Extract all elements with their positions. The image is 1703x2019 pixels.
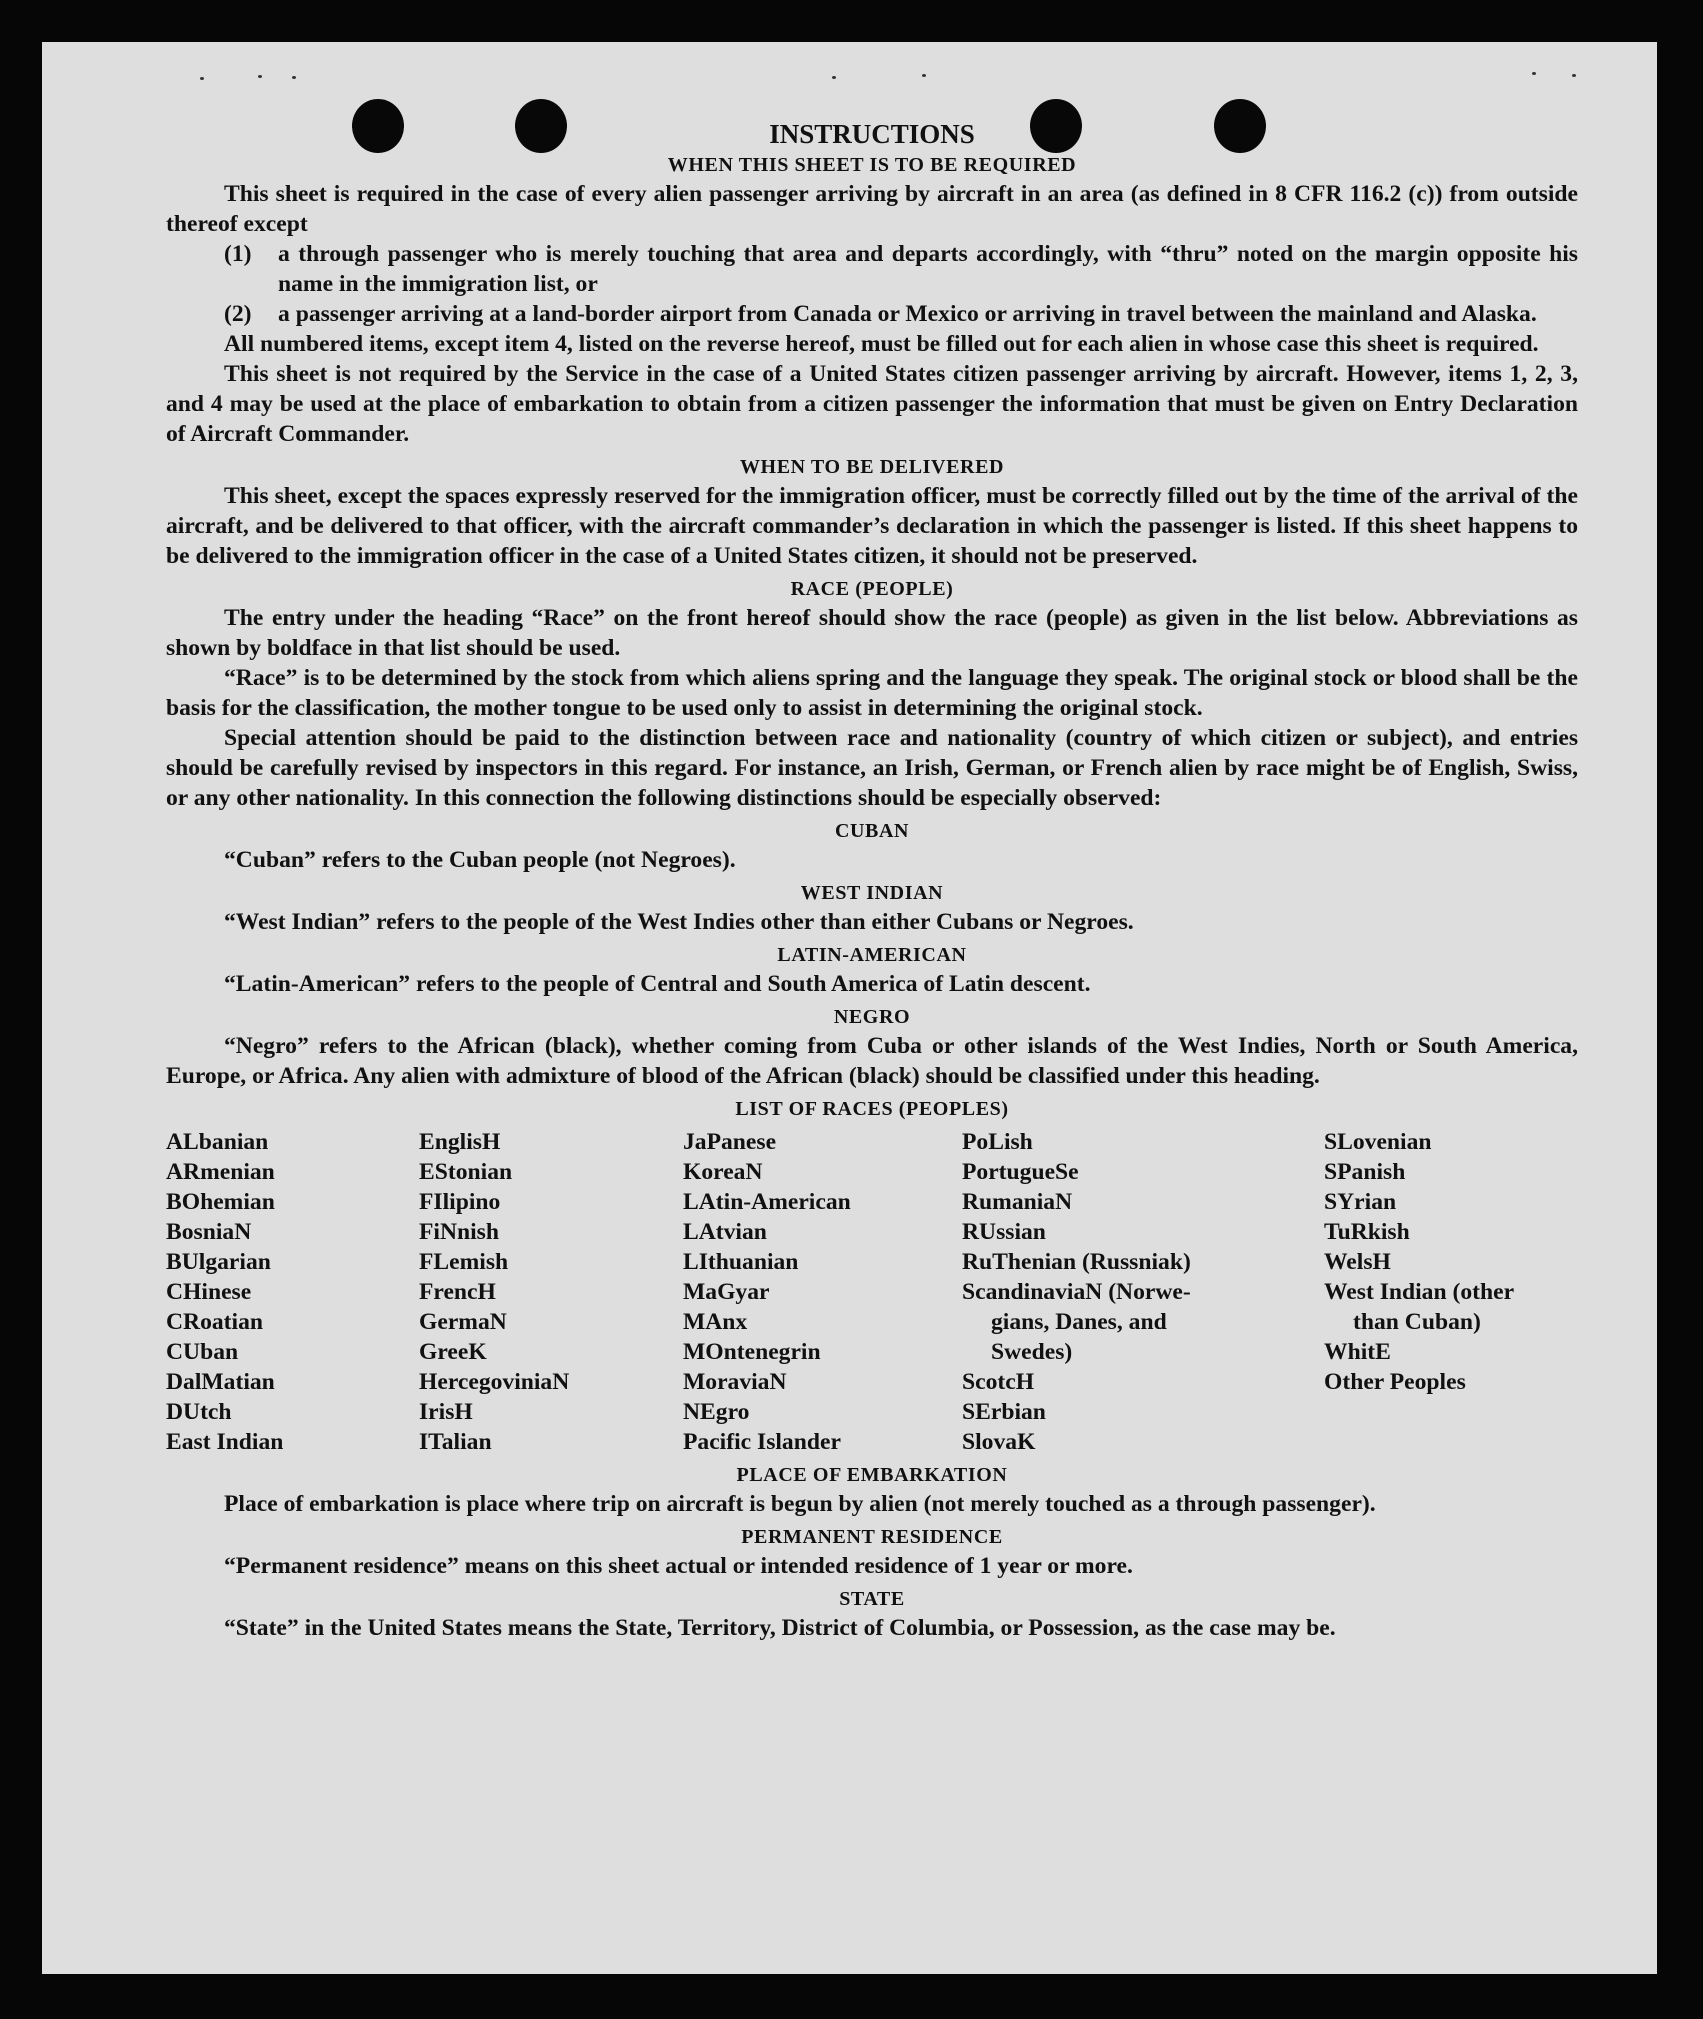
race-column — [1324, 1127, 1578, 1457]
speck — [200, 77, 204, 80]
race-item: FLemish — [419, 1249, 509, 1275]
section-heading: PERMANENT RESIDENCE — [741, 1526, 1003, 1548]
race-item: SYrian — [1324, 1189, 1397, 1215]
race-item: TuRkish — [1324, 1219, 1410, 1245]
race-item: CHinese — [166, 1279, 252, 1305]
paragraph: “Permanent residence” means on this sheet actual or intended residence of 1 year or more. — [224, 1553, 1133, 1579]
paragraph: This sheet, except the spaces expressly reserved for the immigration officer, must be correctly filled out by the time of the arrival of the aircraft, and be delivered to that officer, with the aircraft commander’s declaration in which the passenger is listed. If this sheet happens to be delivered to the immigration officer in the case of a United States citizen, it should not be preserved. — [166, 483, 1578, 569]
section-heading: RACE (PEOPLE) — [790, 578, 954, 600]
race-item: DUtch — [166, 1399, 232, 1425]
race-item: SLovenian — [1324, 1129, 1432, 1155]
paragraph: “Negro” refers to the African (black), whether coming from Cuba or other islands of the West Indies, North or South America, Europe, or Africa. Any alien with admixture of blood of the African (black) should be classified under this heading. — [166, 1033, 1578, 1089]
list-item — [166, 299, 1578, 329]
speck — [1532, 72, 1536, 75]
race-item: MaGyar — [683, 1279, 770, 1305]
paragraph: “West Indian” refers to the people of the West Indies other than either Cubans or Negroes. — [224, 909, 1134, 935]
race-item: MOntenegrin — [683, 1339, 821, 1365]
race-item: ScandinaviaN (Norwe- — [962, 1279, 1191, 1305]
section-heading: CUBAN — [834, 820, 910, 842]
race-item: BosniaN — [166, 1219, 252, 1245]
speck — [292, 76, 296, 79]
section-heading: WHEN THIS SHEET IS TO BE REQUIRED — [667, 154, 1077, 176]
paragraph: “Race” is to be determined by the stock from which aliens spring and the language they speak. The original stock or blood shall be the basis for the classification, the mother tongue to be used only to assist in determining the original stock. — [166, 665, 1578, 721]
race-item: Pacific Islander — [683, 1429, 841, 1455]
paragraph: All numbered items, except item 4, listed on the reverse hereof, must be filled out for each alien in whose case this sheet is required. — [224, 331, 1539, 357]
race-item: West Indian (other — [1324, 1279, 1515, 1305]
race-item: EStonian — [419, 1159, 513, 1185]
race-item: RuThenian (Russniak) — [962, 1249, 1191, 1275]
race-item: SlovaK — [962, 1429, 1036, 1455]
section-heading: LATIN-AMERICAN — [777, 944, 967, 966]
race-item: CRoatian — [166, 1309, 264, 1335]
paragraph: Place of embarkation is place where trip on aircraft is begun by alien (not merely touched as a through passenger). — [224, 1491, 1376, 1517]
list-item — [166, 239, 1578, 299]
paragraph: Special attention should be paid to the distinction between race and nationality (country of which citizen or subject), and entries should be carefully revised by inspectors in this regard. For instance, an Irish, German, or French alien by race might be of English, Swiss, or any other nationality. In this connection the following distinctions should be especially observed: — [166, 725, 1578, 811]
race-item: DalMatian — [166, 1369, 275, 1395]
instructions-text — [166, 117, 1578, 1643]
section-heading: PLACE OF EMBARKATION — [736, 1464, 1008, 1486]
race-item: SErbian — [962, 1399, 1046, 1425]
speck — [922, 74, 926, 77]
item-number: (2) — [224, 301, 252, 327]
race-item: GreeK — [419, 1339, 487, 1365]
section-heading: LIST OF RACES (PEOPLES) — [735, 1098, 1009, 1120]
race-item: RUssian — [962, 1219, 1046, 1245]
race-item: FiNnish — [419, 1219, 499, 1245]
race-column — [683, 1127, 962, 1457]
race-item: LIthuanian — [683, 1249, 799, 1275]
paragraph: This sheet is not required by the Service in the case of a United States citizen passenger arriving by aircraft. However, items 1, 2, 3, and 4 may be used at the place of embarkation to obtain from a citizen passenger the information that must be given on Entry Declaration of Aircraft Commander. — [166, 361, 1578, 447]
race-item: PortugueSe — [962, 1159, 1079, 1185]
race-item: LAtvian — [683, 1219, 767, 1245]
race-column — [962, 1127, 1324, 1457]
race-item: ITalian — [419, 1429, 492, 1455]
race-item: EnglisH — [419, 1129, 501, 1155]
race-item: gians, Danes, and — [991, 1309, 1167, 1335]
race-column — [166, 1127, 419, 1457]
race-item: JaPanese — [683, 1129, 777, 1155]
race-item: GermaN — [419, 1309, 507, 1335]
race-item: PoLish — [962, 1129, 1033, 1155]
race-item: FrencH — [419, 1279, 496, 1305]
paragraph: “State” in the United States means the State, Territory, District of Columbia, or Possession, as the case may be. — [224, 1615, 1336, 1641]
paragraph: The entry under the heading “Race” on the front hereof should show the race (people) as given in the list below. Abbreviations as shown by boldface in that list should be used. — [166, 605, 1578, 661]
item-number: (1) — [224, 241, 252, 267]
speck — [258, 75, 262, 78]
paragraph: “Latin-American” refers to the people of Central and South America of Latin descent. — [224, 971, 1091, 997]
race-item: MAnx — [683, 1309, 748, 1335]
race-item: KoreaN — [683, 1159, 763, 1185]
race-item: ScotcH — [962, 1369, 1035, 1395]
section-heading: NEGRO — [833, 1006, 911, 1028]
item-text: a through passenger who is merely touching that area and departs accordingly, with “thru” noted on the margin opposite his name in the immigration list, or — [278, 241, 1578, 297]
race-item: BOhemian — [166, 1189, 275, 1215]
race-item: SPanish — [1324, 1159, 1406, 1185]
page-title: INSTRUCTIONS — [769, 119, 975, 149]
race-item: ARmenian — [166, 1159, 275, 1185]
race-item: LAtin-American — [683, 1189, 851, 1215]
section-heading: WEST INDIAN — [800, 882, 944, 904]
race-item: Swedes) — [991, 1339, 1073, 1365]
race-list — [166, 1127, 1578, 1457]
race-item: RumaniaN — [962, 1189, 1073, 1215]
race-item: FIlipino — [419, 1189, 501, 1215]
race-item: WhitE — [1324, 1339, 1391, 1365]
race-item: WelsH — [1324, 1249, 1391, 1275]
item-text: a passenger arriving at a land-border airport from Canada or Mexico or arriving in travel between the mainland and Alaska. — [278, 301, 1537, 327]
paragraph: This sheet is required in the case of every alien passenger arriving by aircraft in an area (as defined in 8 CFR 116.2 (c)) from outside thereof except — [166, 181, 1578, 237]
race-item: HercegoviniaN — [419, 1369, 570, 1395]
document-page — [42, 42, 1657, 1974]
race-item: IrisH — [419, 1399, 473, 1425]
race-column — [419, 1127, 683, 1457]
race-item: MoraviaN — [683, 1369, 787, 1395]
race-item: BUlgarian — [166, 1249, 271, 1275]
race-item: Other Peoples — [1324, 1369, 1466, 1395]
race-item: NEgro — [683, 1399, 750, 1425]
section-heading: WHEN TO BE DELIVERED — [739, 456, 1005, 478]
race-item: ALbanian — [166, 1129, 269, 1155]
speck — [832, 76, 836, 79]
speck — [1572, 74, 1576, 77]
race-item: than Cuban) — [1353, 1309, 1481, 1335]
race-item: East Indian — [166, 1429, 284, 1455]
paragraph: “Cuban” refers to the Cuban people (not Negroes). — [224, 847, 736, 873]
race-item: CUban — [166, 1339, 239, 1365]
section-heading: STATE — [839, 1588, 905, 1610]
